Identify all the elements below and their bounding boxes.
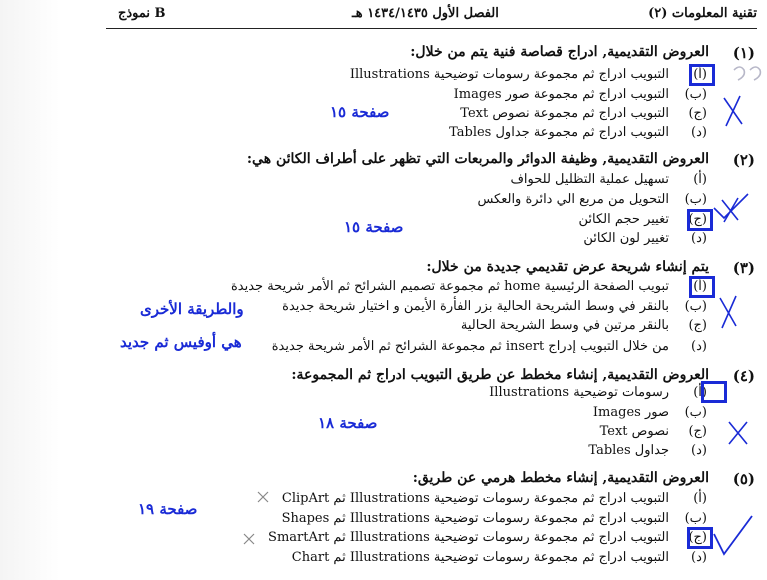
q3-option-c-text: بالنقر مرتين في وسط الشريحة الحالية: [460, 318, 669, 333]
q5-option-a-text: التبويب ادراج ثم مجموعة رسومات توضيحية Illustrations ثم ClipArt: [281, 491, 669, 506]
question-1-number: (١): [732, 44, 755, 62]
question-1-text: العروض التقديمية, ادراج قصاصة فنية يتم من خلال:: [410, 44, 709, 60]
q2-option-b-text: التحويل من مربع الي دائرة والعكس: [477, 192, 669, 207]
q3-handwritten-x: [716, 292, 746, 332]
q1-option-d-text: التبويب ادراج ثم مجموعة جداول Tables: [449, 125, 669, 140]
q1-option-a-letter: (أ): [693, 67, 707, 82]
q2-selected-answer-box: [687, 209, 713, 231]
q2-option-a-letter: (أ): [693, 172, 707, 187]
page-left-margin: [0, 0, 60, 580]
q2-option-d-text: تغيير لون الكائن: [583, 231, 669, 246]
q3-option-d-text: من خلال التبويب إدراج insert ثم مجموعة الشرائح ثم الأمر شريحة جديدة: [271, 339, 669, 354]
q2-handwritten-check: [712, 190, 752, 230]
header-rule: [106, 28, 757, 29]
q2-option-a-text: تسهيل عملية التظليل للحواف: [510, 172, 669, 187]
q5-option-c-small-x: [242, 532, 258, 546]
header-term: الفصل الأول ١٤٣٤/١٤٣٥ هـ: [352, 6, 499, 21]
q5-handwritten-check: [712, 510, 758, 560]
q1-option-c-text: التبويب ادراج ثم مجموعة نصوص Text: [460, 106, 669, 121]
q4-option-d-letter: (د): [691, 443, 707, 458]
q3-option-d-letter: (د): [691, 339, 707, 354]
q1-handwritten-marks: [720, 60, 760, 130]
q2-option-c-letter: (ج): [688, 212, 707, 227]
q2-option-d-letter: (د): [691, 231, 707, 246]
q4-handwritten-x: [725, 418, 755, 448]
question-5-number: (٥): [732, 470, 755, 488]
header-subject: تقنية المعلومات (٢): [648, 6, 757, 21]
question-5-text: العروض التقديمية, إنشاء مخطط هرمي عن طريق:: [412, 470, 709, 486]
q5-option-a-letter: (أ): [693, 491, 707, 506]
q4-selected-answer-box: [701, 381, 727, 403]
q3-option-c-letter: (ج): [688, 318, 707, 333]
question-3-text: يتم إنشاء شريحة عرض تقديمي جديدة من خلال:: [426, 259, 709, 275]
q3-selected-answer-box: [689, 276, 715, 298]
q3-option-b-letter: (ب): [684, 299, 707, 314]
q5-option-a-small-x: [256, 490, 272, 504]
q4-option-c-text: نصوص Text: [599, 424, 669, 439]
header-model: نموذج B: [118, 6, 166, 21]
question-4-number: (٤): [732, 367, 755, 385]
annotation-page-18: صفحة ١٨: [318, 414, 378, 432]
q3-option-a-text: تبويب الصفحة الرئيسية home ثم مجموعة تصميم الشرائح ثم الأمر شريحة جديدة: [230, 279, 669, 294]
q3-option-a-letter: (أ): [693, 279, 707, 294]
annotation-page-15-b: صفحة ١٥: [344, 218, 404, 236]
q4-option-d-text: جداول Tables: [588, 443, 669, 458]
q1-option-b-letter: (ب): [684, 87, 707, 102]
q4-option-b-text: صور Images: [592, 405, 669, 420]
question-2-number: (٢): [732, 151, 755, 169]
question-4-text: العروض التقديمية, إنشاء مخطط عن طريق التبويب ادراج ثم المجموعة:: [291, 367, 709, 383]
q1-option-a-text: التبويب ادراج ثم مجموعة رسومات توضيحية Illustrations: [349, 67, 669, 82]
q4-option-a-text: رسومات توضيحية Illustrations: [489, 385, 669, 400]
q5-option-b-text: التبويب ادراج ثم مجموعة رسومات توضيحية Illustrations ثم Shapes: [281, 511, 669, 526]
q1-option-b-text: التبويب ادراج ثم مجموعة صور Images: [453, 87, 669, 102]
q4-option-a-letter: (أ): [693, 385, 707, 400]
q2-option-c-text: تغيير حجم الكائن: [578, 212, 669, 227]
q4-option-c-letter: (ج): [688, 424, 707, 439]
q5-option-c-text: التبويب ادراج ثم مجموعة رسومات توضيحية Illustrations ثم SmartArt: [268, 530, 669, 545]
q4-option-b-letter: (ب): [684, 405, 707, 420]
annotation-other-way-line-1: والطريقة الأخرى: [140, 300, 244, 318]
annotation-other-way-line-2: هي أوفيس ثم جديد: [120, 333, 242, 351]
q1-option-d-letter: (د): [691, 125, 707, 140]
q5-option-c-letter: (ج): [688, 530, 707, 545]
annotation-page-15-a: صفحة ١٥: [330, 103, 390, 121]
q1-option-c-letter: (ج): [688, 106, 707, 121]
annotation-page-19: صفحة ١٩: [138, 500, 198, 518]
q3-option-b-text: بالنقر في وسط الشريحة الحالية بزر الفأرة الأيمن و اختيار شريحة جديدة: [282, 299, 669, 314]
q5-option-d-text: التبويب ادراج ثم مجموعة رسومات توضيحية Illustrations ثم Chart: [291, 550, 669, 565]
question-3-number: (٣): [732, 259, 755, 277]
q5-option-d-letter: (د): [691, 550, 707, 565]
question-2-text: العروض التقديمية, وظيفة الدوائر والمربعات التي تظهر على أطراف الكائن هي:: [246, 151, 709, 167]
q2-option-b-letter: (ب): [684, 192, 707, 207]
q5-option-b-letter: (ب): [684, 511, 707, 526]
q1-selected-answer-box: [689, 64, 715, 86]
q5-selected-answer-box: [687, 527, 713, 549]
